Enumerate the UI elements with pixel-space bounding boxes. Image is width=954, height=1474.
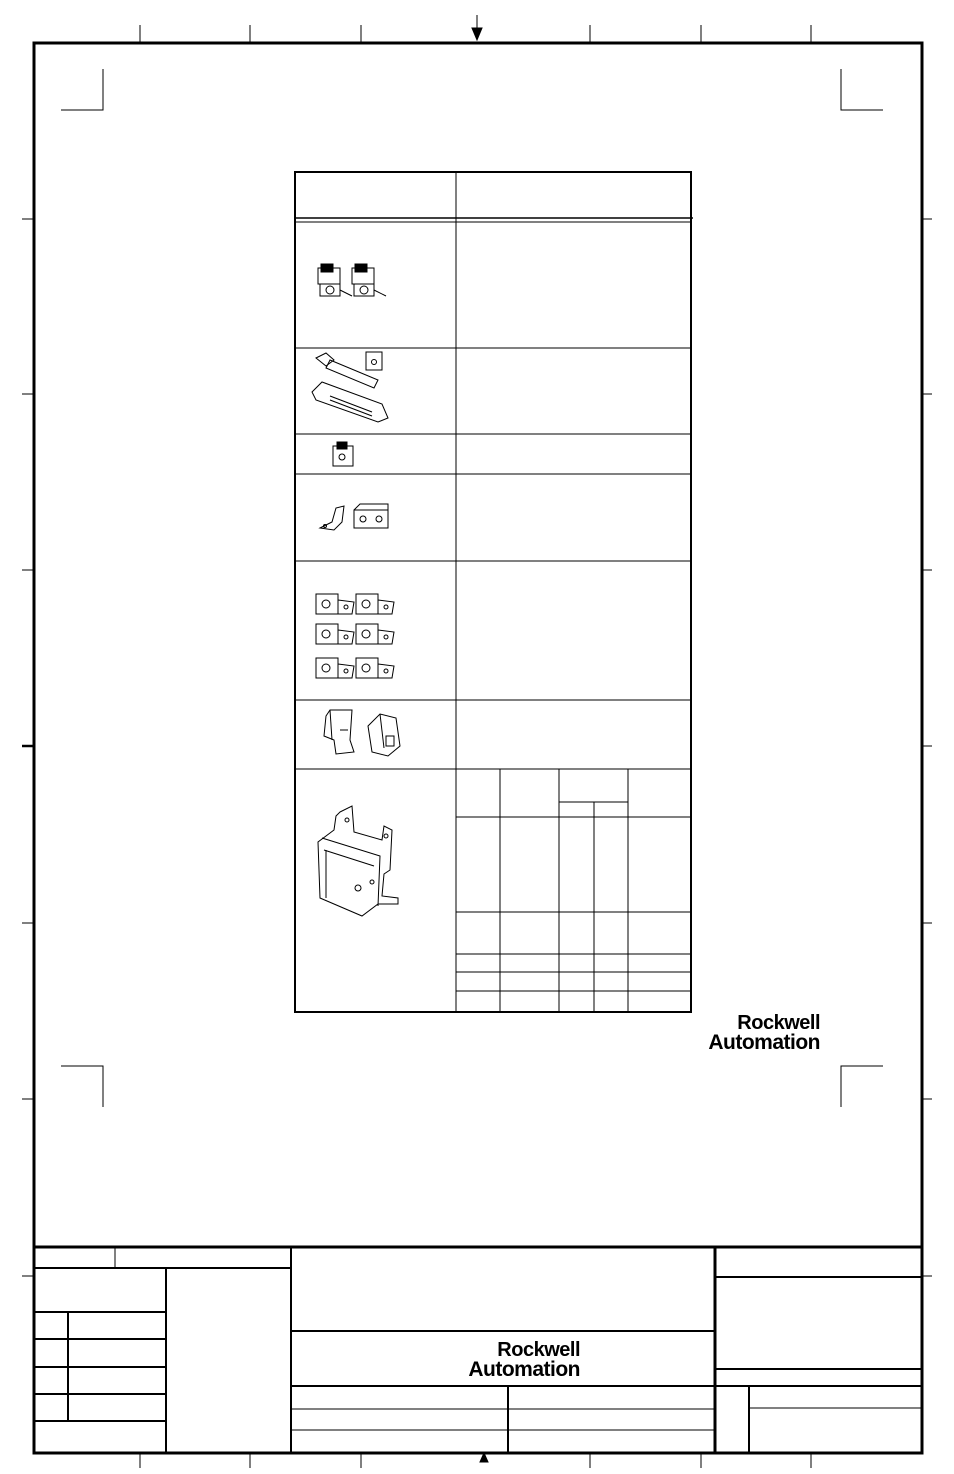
crop-mark-bl [61, 1066, 103, 1107]
mounting-hardware-kit-icon [312, 352, 388, 422]
dual-lug-terminal-icon [318, 264, 386, 296]
six-lug-terminal-set-icon [316, 594, 394, 678]
terminal-covers-icon [324, 710, 400, 756]
brand-logo-line2: Automation [708, 1031, 820, 1054]
brand-logo-line1-tb: Rockwell [497, 1339, 580, 1361]
single-lug-icon [333, 442, 353, 466]
mounting-plate-assembly-icon [318, 806, 398, 916]
brand-logo-main [660, 1013, 820, 1053]
sheet-border [34, 43, 922, 1453]
brand-logo-line2-tb: Automation [468, 1358, 580, 1381]
crop-mark-tr [841, 69, 883, 110]
brand-logo-line1: Rockwell [737, 1012, 820, 1034]
brand-logo-titleblock [420, 1340, 580, 1380]
crop-mark-tl [61, 69, 103, 110]
parts-table [295, 172, 693, 1012]
bracket-and-connector-icon [320, 504, 388, 530]
crop-mark-br [841, 1066, 883, 1107]
